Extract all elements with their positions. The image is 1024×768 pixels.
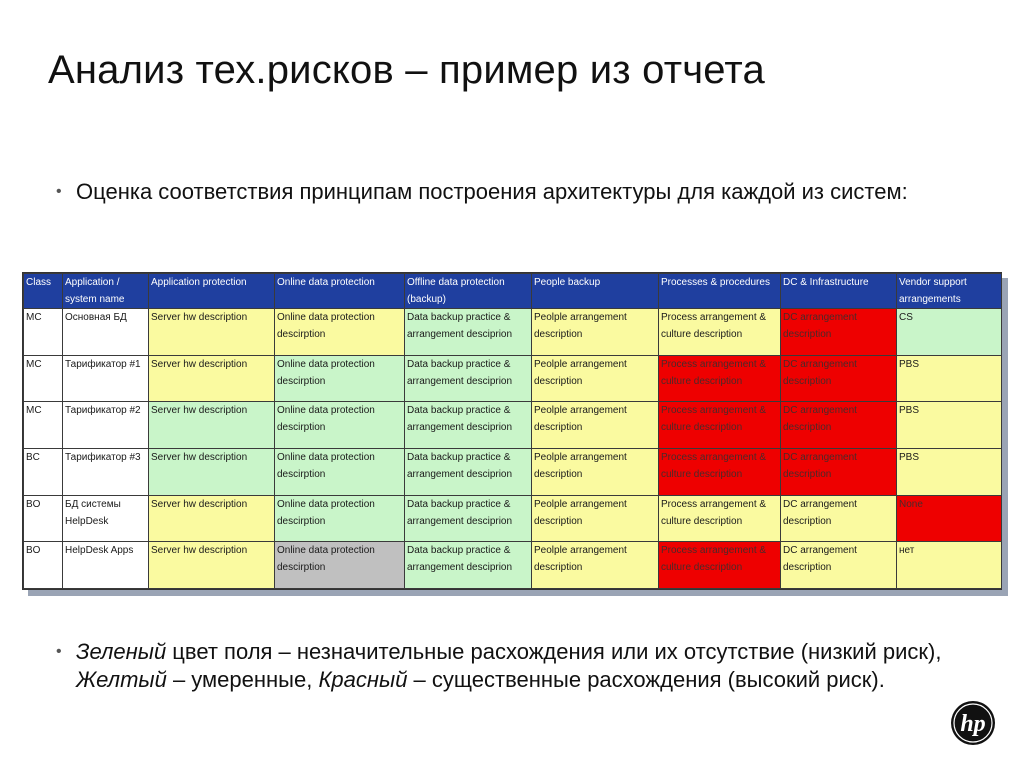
cell-online-protection: Online data protection descirption	[275, 402, 405, 449]
bullet-legend	[56, 638, 976, 694]
cell-app-name: Основная БД	[63, 309, 149, 356]
cell-class: MC	[24, 309, 63, 356]
cell-people-backup: Peolple arrangement description	[532, 402, 659, 449]
cell-app-name: HelpDesk Apps	[63, 542, 149, 589]
header-people-backup: People backup	[532, 274, 659, 309]
cell-dc-infra: DC arrangement description	[781, 402, 897, 449]
cell-processes: Process arrangement & culture description	[659, 542, 781, 589]
header-dc-infra: DC & Infrastructure	[781, 274, 897, 309]
cell-class: BO	[24, 495, 63, 542]
table-row	[24, 495, 1002, 542]
header-app-name: Application / system name	[63, 274, 149, 309]
cell-people-backup: Peolple arrangement description	[532, 495, 659, 542]
legend-green-text: цвет поля – незначительные расхождения или их отсутствие (низкий риск),	[166, 639, 942, 664]
cell-offline-protection: Data backup practice & arrangement desciprion	[405, 448, 532, 495]
cell-app-protection: Server hw description	[149, 309, 275, 356]
cell-dc-infra: DC arrangement description	[781, 542, 897, 589]
cell-app-protection: Server hw description	[149, 402, 275, 449]
header-vendor-support: Vendor support arrangements	[897, 274, 1002, 309]
cell-app-protection: Server hw description	[149, 355, 275, 402]
cell-class: BC	[24, 448, 63, 495]
table-header-row	[24, 274, 1002, 309]
cell-offline-protection: Data backup practice & arrangement desciprion	[405, 542, 532, 589]
cell-processes: Process arrangement & culture description	[659, 495, 781, 542]
cell-dc-infra: DC arrangement description	[781, 495, 897, 542]
header-app-protection: Application protection	[149, 274, 275, 309]
bullet-intro-text: Оценка соответствия принципам построения архитектуры для каждой из систем:	[76, 179, 908, 204]
cell-class: MC	[24, 402, 63, 449]
table-row	[24, 448, 1002, 495]
hp-logo-icon	[950, 700, 996, 746]
legend-green-word: Зеленый	[76, 639, 167, 664]
cell-dc-infra: DC arrangement description	[781, 355, 897, 402]
header-online-protection: Online data protection	[275, 274, 405, 309]
legend-red-word: Красный	[318, 667, 408, 692]
cell-people-backup: Peolple arrangement description	[532, 542, 659, 589]
cell-online-protection: Online data protection descirption	[275, 309, 405, 356]
legend-yellow-word: Желтый	[76, 667, 167, 692]
bullet-dot-icon: •	[56, 183, 62, 200]
cell-app-name: БД системы HelpDesk	[63, 495, 149, 542]
bullet-dot-icon: •	[56, 643, 62, 660]
cell-people-backup: Peolple arrangement description	[532, 355, 659, 402]
table-row	[24, 355, 1002, 402]
cell-vendor-support: PBS	[897, 448, 1002, 495]
slide-title: Анализ тех.рисков – пример из отчета	[48, 48, 765, 92]
header-class: Class	[24, 274, 63, 309]
cell-online-protection: Online data protection descirption	[275, 448, 405, 495]
cell-online-protection: Online data protection descirption	[275, 542, 405, 589]
legend-yellow-text: – умеренные,	[166, 667, 319, 692]
table-row	[24, 542, 1002, 589]
cell-app-name: Тарификатор #3	[63, 448, 149, 495]
legend-red-text: – существенные расхождения (высокий риск).	[407, 667, 885, 692]
cell-app-name: Тарификатор #1	[63, 355, 149, 402]
cell-vendor-support: None	[897, 495, 1002, 542]
cell-processes: Process arrangement & culture description	[659, 309, 781, 356]
cell-offline-protection: Data backup practice & arrangement desciprion	[405, 495, 532, 542]
table-row	[24, 402, 1002, 449]
cell-app-protection: Server hw description	[149, 448, 275, 495]
risk-table	[23, 273, 1002, 589]
cell-offline-protection: Data backup practice & arrangement desciprion	[405, 355, 532, 402]
cell-class: MC	[24, 355, 63, 402]
cell-online-protection: Online data protection descirption	[275, 495, 405, 542]
cell-vendor-support: нет	[897, 542, 1002, 589]
cell-app-name: Тарификатор #2	[63, 402, 149, 449]
header-offline-protection: Offline data protection (backup)	[405, 274, 532, 309]
cell-vendor-support: PBS	[897, 355, 1002, 402]
cell-processes: Process arrangement & culture description	[659, 448, 781, 495]
cell-dc-infra: DC arrangement description	[781, 309, 897, 356]
cell-processes: Process arrangement & culture description	[659, 402, 781, 449]
cell-vendor-support: PBS	[897, 402, 1002, 449]
risk-table-container	[22, 272, 1002, 590]
table-row	[24, 309, 1002, 356]
hp-logo-text: hp	[960, 711, 986, 737]
cell-class: BO	[24, 542, 63, 589]
cell-offline-protection: Data backup practice & arrangement desciprion	[405, 402, 532, 449]
cell-people-backup: Peolple arrangement description	[532, 309, 659, 356]
cell-vendor-support: CS	[897, 309, 1002, 356]
cell-offline-protection: Data backup practice & arrangement desciprion	[405, 309, 532, 356]
cell-app-protection: Server hw description	[149, 495, 275, 542]
cell-online-protection: Online data protection descirption	[275, 355, 405, 402]
cell-processes: Process arrangement & culture description	[659, 355, 781, 402]
bullet-intro	[56, 178, 956, 206]
cell-dc-infra: DC arrangement description	[781, 448, 897, 495]
cell-app-protection: Server hw description	[149, 542, 275, 589]
cell-people-backup: Peolple arrangement description	[532, 448, 659, 495]
header-processes: Processes & procedures	[659, 274, 781, 309]
